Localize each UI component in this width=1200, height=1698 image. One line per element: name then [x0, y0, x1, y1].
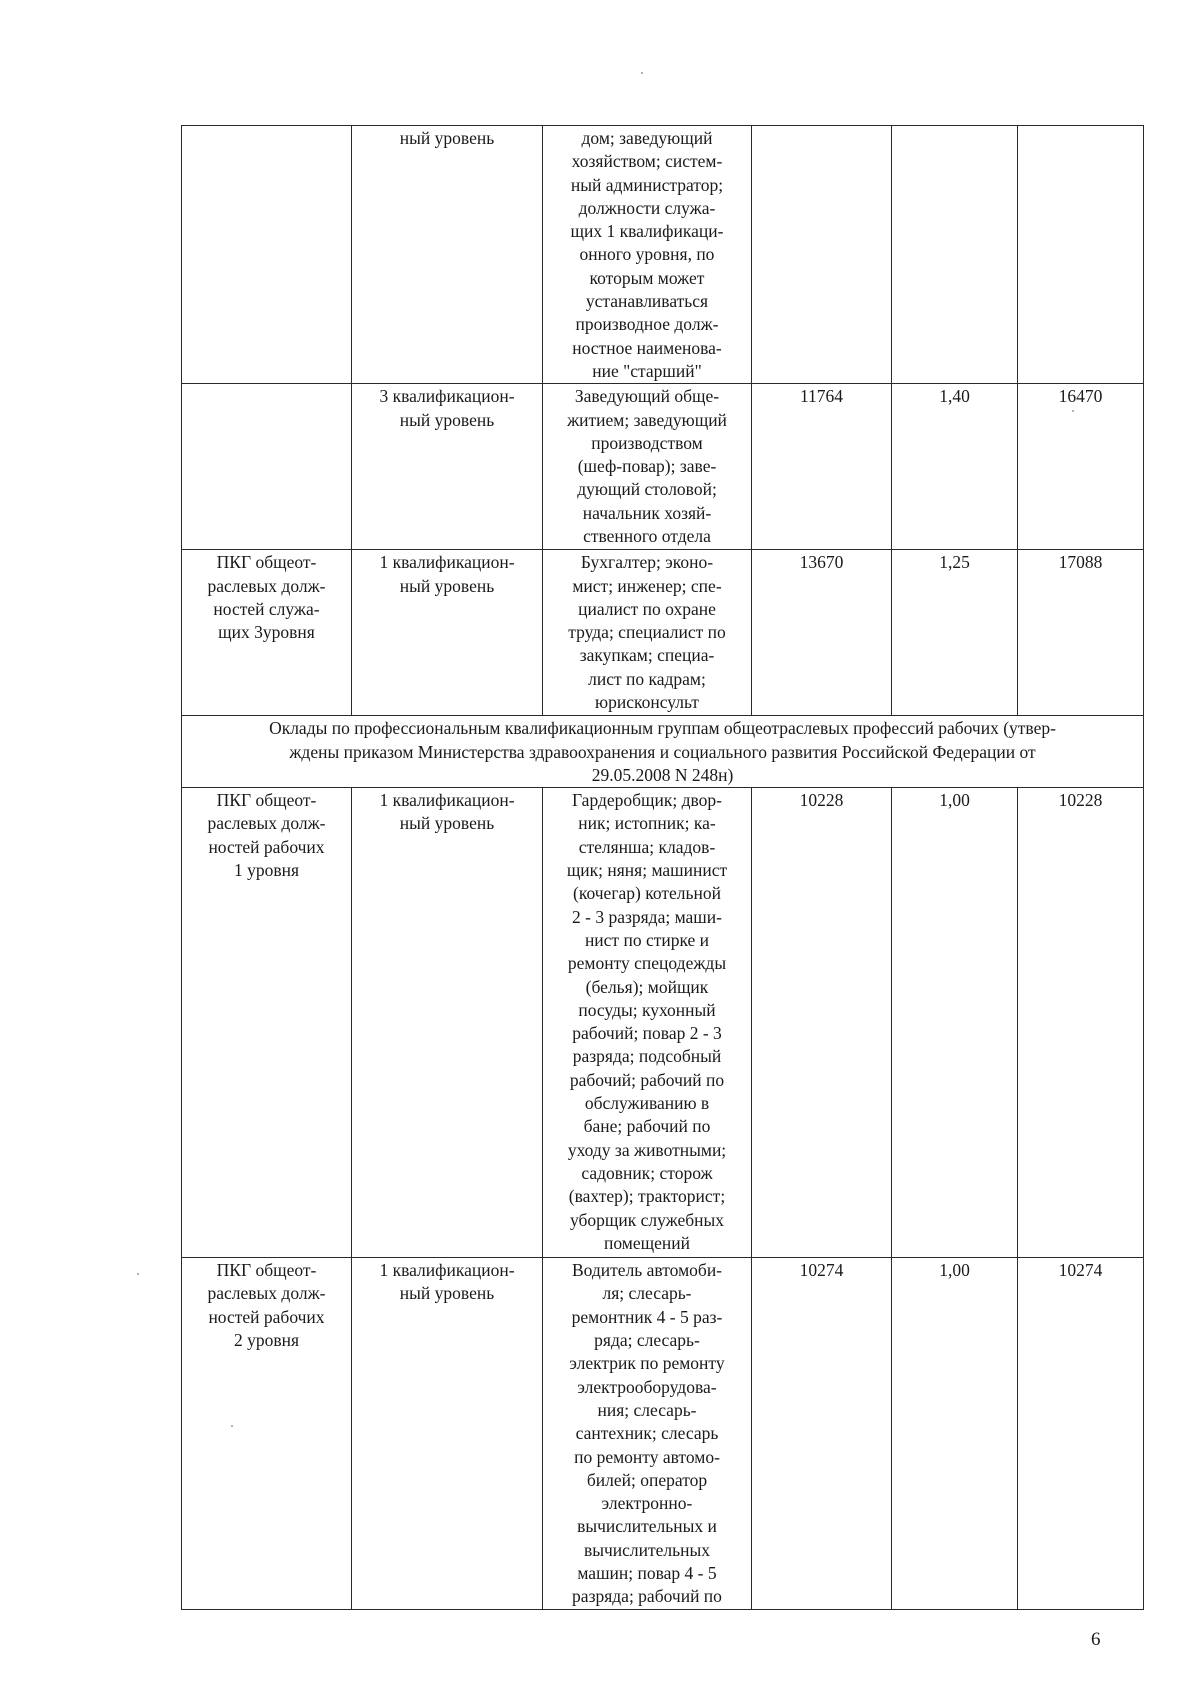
base-salary-cell: 11764 [752, 384, 892, 550]
qualification-level-cell: 1 квалификацион- ный уровень [352, 550, 543, 716]
coefficient-cell: 1,40 [892, 384, 1018, 550]
table-row [182, 126, 1144, 384]
group-cell: ПКГ общеот- раслевых долж- ностей рабочих 1 уровня [182, 788, 352, 1258]
coefficient-cell: 1,00 [892, 1258, 1018, 1610]
qualification-level-cell: 3 квалификацион- ный уровень [352, 384, 543, 550]
positions-cell: Бухгалтер; эконо- мист; инженер; спе- циалист по охране труда; специалист по закупкам; специа- лист по кадрам; юрисконсульт [543, 550, 752, 716]
base-salary-cell [752, 126, 892, 384]
scan-speck [137, 1273, 139, 1275]
positions-cell: Заведующий обще- житием; заведующий производством (шеф-повар); заве- дующий столовой; начальник хозяй- ственного отдела [543, 384, 752, 550]
page-number: 6 [1091, 1629, 1101, 1650]
coefficient-cell: 1,00 [892, 788, 1018, 1258]
section-heading-row [182, 716, 1144, 788]
section-heading: Оклады по профессиональным квалификационным группам общеотраслевых профессий рабочих (утвер- ждены приказом Министерства здравоохранения и социального развития Российской Федерации от 29.05.2008 N 248н) [182, 716, 1144, 788]
positions-cell: дом; заведующий хозяйством; систем- ный администратор; должности служа- щих 1 квалификаци- онного уровня, по которым может устанавливаться производное долж- ностное наименова- ние "старший" [543, 126, 752, 384]
salary-cell: 10274 [1018, 1258, 1144, 1610]
base-salary-cell: 10228 [752, 788, 892, 1258]
coefficient-cell: 1,25 [892, 550, 1018, 716]
scan-speck [641, 72, 643, 74]
group-cell [182, 384, 352, 550]
coefficient-cell [892, 126, 1018, 384]
qualification-level-cell: 1 квалификацион- ный уровень [352, 1258, 543, 1610]
positions-cell: Водитель автомоби- ля; слесарь- ремонтник 4 - 5 раз- ряда; слесарь- электрик по ремонту электрооборудова- ния; слесарь- сантехник; слесарь по ремонту автомо- билей; оператор электронно- вычислительных и вычислительных машин; повар 4 - 5 разряда; рабочий по [543, 1258, 752, 1610]
group-cell [182, 126, 352, 384]
scan-speck [1072, 410, 1074, 412]
group-cell: ПКГ общеот- раслевых долж- ностей служа- щих 3уровня [182, 550, 352, 716]
table-row [182, 550, 1144, 716]
scan-speck [231, 1425, 233, 1427]
base-salary-cell: 10274 [752, 1258, 892, 1610]
positions-cell: Гардеробщик; двор- ник; истопник; ка- стелянша; кладов- щик; няня; машинист (кочегар) котельной 2 - 3 разряда; маши- нист по стирке и ремонту спецодежды (белья); мойщик посуды; кухонный рабочий; повар 2 - 3 разряда; подсобный рабочий; рабочий по обслуживанию в бане; рабочий по уходу за животными; садовник; сторож (вахтер); тракторист; уборщик служебных помещений [543, 788, 752, 1258]
salary-cell: 16470 [1018, 384, 1144, 550]
salary-cell: 17088 [1018, 550, 1144, 716]
salary-cell [1018, 126, 1144, 384]
salary-cell: 10228 [1018, 788, 1144, 1258]
table-row [182, 788, 1144, 1258]
qualification-level-cell: ный уровень [352, 126, 543, 384]
qualification-level-cell: 1 квалификацион- ный уровень [352, 788, 543, 1258]
group-cell: ПКГ общеот- раслевых долж- ностей рабочих 2 уровня [182, 1258, 352, 1610]
base-salary-cell: 13670 [752, 550, 892, 716]
table-row [182, 384, 1144, 550]
table-row [182, 1258, 1144, 1610]
salary-table [181, 125, 1144, 1610]
